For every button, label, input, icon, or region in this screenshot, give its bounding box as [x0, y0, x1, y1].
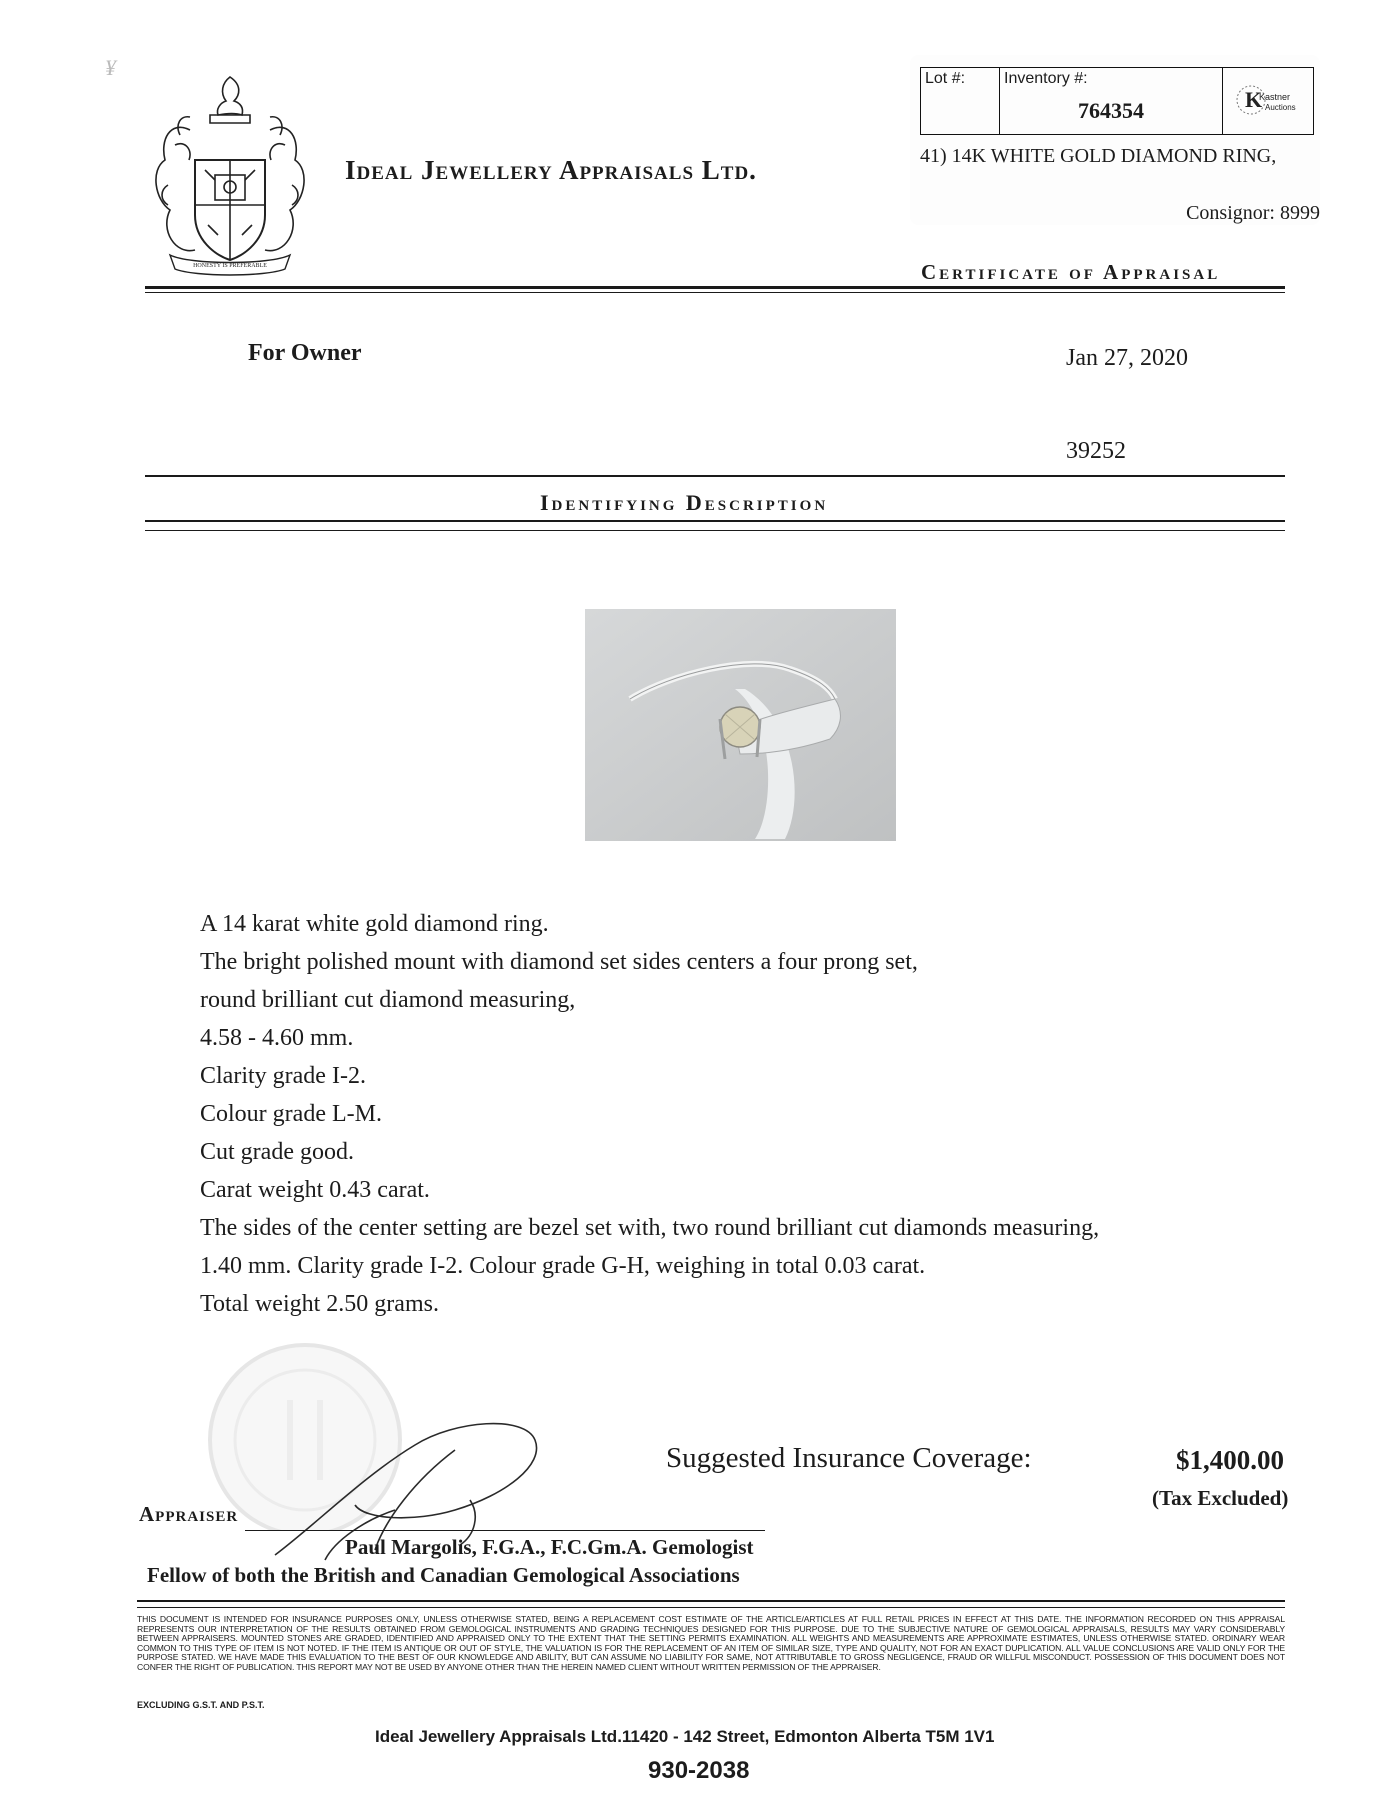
disclaimer-text: THIS DOCUMENT IS INTENDED FOR INSURANCE PURPOSES ONLY, UNLESS OTHERWISE STATED, BEING A REPLACEMENT COST ESTIMATE OF THE ARTICLE/ARTICLES AT FULL RETAIL PRICES IN EFFECT AT THIS DATE. THE INFORMATION RECORDED ON THIS APPRAISAL REPRESENTS OUR INTERPRETATION OF THE RESULTS OBTAINED FROM GEMOLOGICAL INSTRUMENTS AND GRADING TECHNIQUES DESIGNED FOR THIS PURPOSE. DUE TO THE SUBJECTIVE NATURE OF GEMOLOGICAL APPRAISALS, RESULTS MAY VARY CONSIDERABLY BETWEEN APPRAISERS. MOUNTED STONES ARE GRADED, IDENTIFIED AND APPRAISED ONLY TO THE EXTENT THAT THE SETTING PERMITS EXAMINATION. ALL WEIGHTS AND MEASUREMENTS ARE APPROXIMATE ESTIMATES, UNLESS OTHERWISE STATED. ORDINARY WEAR COMMON TO THIS TYPE OF ITEM IS NOT NOTED. IF THE ITEM IS ANTIQUE OR OUT OF STYLE, THE VALUATION IS FOR THE REPLACEMENT OF AN ITEM OF SIMILAR SIZE, TYPE AND QUALITY, NOT FOR AN EXACT DUPLICATION. ALL VALUE CONCLUSIONS ARE VALID ONLY FOR THE PURPOSE STATED. WE HAVE MADE THIS EVALUATION TO THE BEST OF OUR KNOWLEDGE AND ABILITY, BUT CAN ASSUME NO LIABILITY FOR SAME, NOT ATTRIBUTABLE TO GROSS NEGLIGENCE, FRAUD OR WILLFUL MISCONDUCT. POSSESSION OF THIS DOCUMENT DOES NOT CONFER THE RIGHT OF PUBLICATION. THIS REPORT MAY NOT BE USED BY ANYONE OTHER THAN THE HEREIN NAMED CLIENT WITHOUT WRITTEN PERMISSION OF THE APPRAISER. [137, 1614, 1285, 1672]
appraiser-label: Appraiser [139, 1502, 239, 1526]
company-name: Ideal Jewellery Appraisals Ltd. [345, 155, 757, 185]
lot-label: Lot #: [925, 70, 966, 87]
inventory-label: Inventory #: [1004, 70, 1088, 87]
section-rule-bottom-thin [145, 530, 1285, 531]
lot-cell [921, 68, 1000, 134]
logo-text-line1: Kastner [1259, 92, 1291, 102]
inventory-number: 764354 [1078, 98, 1144, 123]
description-line: A 14 karat white gold diamond ring. [200, 911, 549, 937]
tax-note: (Tax Excluded) [1152, 1486, 1289, 1510]
appraiser-name: Paul Margolis, F.G.A., F.C.Gm.A. Gemologist [345, 1535, 754, 1559]
section-title: Identifying Description [540, 490, 829, 515]
consignor: Consignor: 8999 [1186, 202, 1320, 224]
appraisal-date: Jan 27, 2020 [1066, 345, 1188, 371]
description-line: Clarity grade I-2. [200, 1063, 366, 1089]
description-line: The bright polished mount with diamond set sides centers a four prong set, [200, 949, 918, 975]
crest-motto: HONESTY IS PREFERABLE [193, 263, 267, 269]
description-line: Carat weight 0.43 carat. [200, 1177, 430, 1203]
coat-of-arms-crest [150, 75, 310, 280]
certificate-title: Certificate of Appraisal [921, 260, 1221, 284]
auction-label [910, 55, 1320, 225]
header-rule [145, 286, 1285, 289]
inventory-cell [1000, 68, 1223, 134]
for-owner-label: For Owner [248, 340, 362, 366]
header-rule-thin [145, 292, 1285, 293]
ring-photo [585, 609, 896, 841]
description-line: Colour grade L-M. [200, 1101, 382, 1127]
section-rule-bottom [145, 520, 1285, 522]
tax-exclusion-note: EXCLUDING G.S.T. AND P.S.T. [137, 1700, 265, 1710]
svg-text:K: K [1245, 87, 1263, 112]
appraiser-fellowship: Fellow of both the British and Canadian Gemological Associations [147, 1563, 740, 1587]
logo-text-line2: Auctions [1265, 103, 1296, 112]
signature-line [245, 1530, 765, 1531]
logo-cell [1223, 68, 1313, 134]
section-rule-top [145, 475, 1285, 477]
footer-address: Ideal Jewellery Appraisals Ltd.11420 - 142 Street, Edmonton Alberta T5M 1V1 [375, 1727, 995, 1746]
identifying-description [200, 905, 1099, 1323]
description-line: round brilliant cut diamond measuring, [200, 987, 576, 1013]
footer-phone: 930-2038 [648, 1757, 750, 1784]
lot-table [920, 67, 1314, 135]
description-line: Total weight 2.50 grams. [200, 1291, 439, 1317]
reference-number: 39252 [1066, 438, 1126, 464]
footer-rule-thin [137, 1607, 1285, 1608]
pencil-mark: ¥ [105, 55, 116, 80]
description-line: Cut grade good. [200, 1139, 354, 1165]
coverage-label: Suggested Insurance Coverage: [666, 1442, 1032, 1474]
description-line: The sides of the center setting are bezel set with, two round brilliant cut diamonds measuring, [200, 1215, 1100, 1241]
kastner-auctions-logo [1235, 80, 1303, 120]
auction-item-description: 41) 14K WHITE GOLD DIAMOND RING, [920, 145, 1277, 167]
footer-rule [137, 1600, 1285, 1602]
description-line: 1.40 mm. Clarity grade I-2. Colour grade G-H, weighing in total 0.03 carat. [200, 1253, 926, 1279]
coverage-amount: $1,400.00 [1176, 1445, 1284, 1475]
description-line: 4.58 - 4.60 mm. [200, 1025, 354, 1051]
